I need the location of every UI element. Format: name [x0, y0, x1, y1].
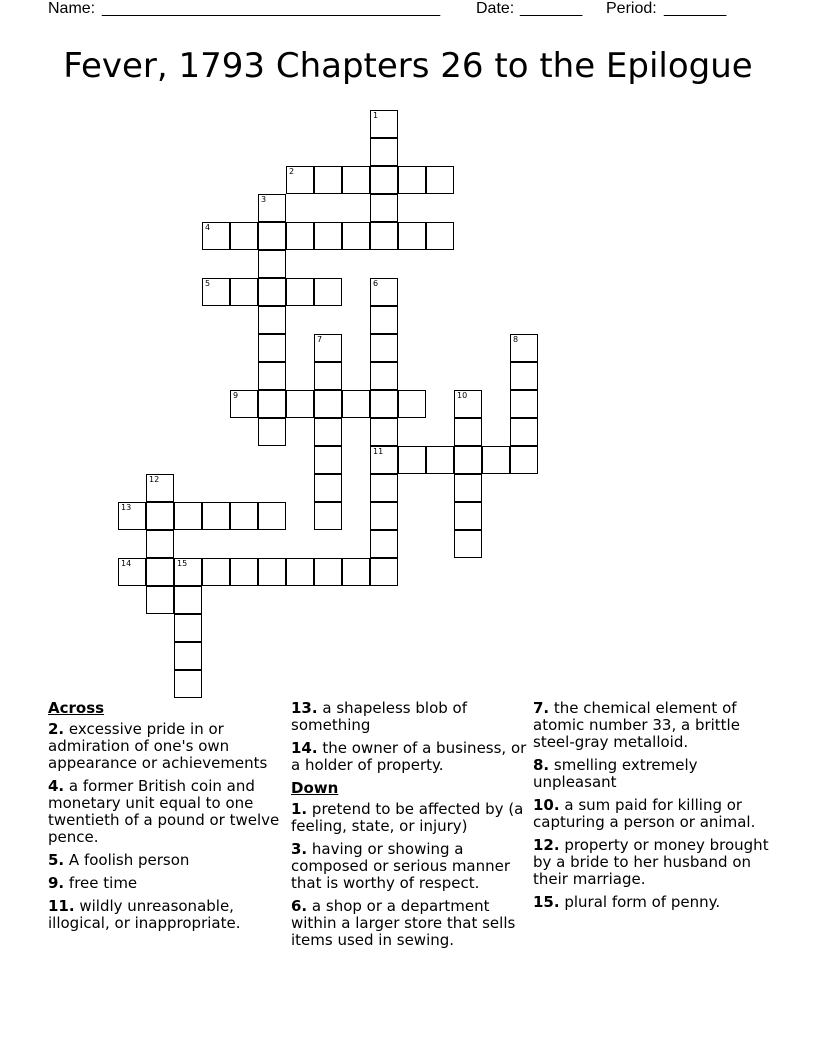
grid-cell[interactable] — [146, 502, 174, 530]
grid-cell[interactable] — [258, 222, 286, 250]
grid-cell[interactable] — [258, 558, 286, 586]
clue-text: A foolish person — [68, 851, 190, 869]
clue-text: having or showing a composed or serious manner that is worthy of respect. — [291, 840, 511, 892]
grid-cell[interactable] — [230, 222, 258, 250]
grid-cell[interactable] — [314, 278, 342, 306]
grid-cell[interactable] — [510, 446, 538, 474]
grid-cell[interactable] — [370, 390, 398, 418]
grid-cell[interactable] — [370, 166, 398, 194]
clue-text: a shapeless blob of something — [291, 699, 467, 734]
grid-cell[interactable] — [174, 642, 202, 670]
grid-cell[interactable] — [454, 446, 482, 474]
grid-cell[interactable] — [398, 222, 426, 250]
clue-text: free time — [68, 874, 138, 892]
grid-cell[interactable] — [118, 502, 146, 530]
clue-across-13 — [291, 700, 527, 734]
cell-number: 14 — [121, 559, 132, 568]
across-heading: Across — [48, 699, 105, 717]
clue-text: the owner of a business, or a holder of property. — [291, 739, 527, 774]
grid-cell[interactable] — [258, 278, 286, 306]
clue-number: 2. — [48, 720, 65, 738]
cell-number: 10 — [457, 391, 468, 400]
grid-cell[interactable] — [510, 390, 538, 418]
grid-cell[interactable] — [174, 558, 202, 586]
clue-text: property or money brought by a bride to her husband on their marriage. — [533, 836, 769, 888]
clue-across-11 — [48, 898, 280, 932]
grid-cell[interactable] — [258, 194, 286, 222]
grid-cell[interactable] — [370, 110, 398, 138]
cell-number: 12 — [149, 475, 160, 484]
grid-cell[interactable] — [398, 390, 426, 418]
grid-cell[interactable] — [146, 586, 174, 614]
clue-text: wildly unreasonable, illogical, or inappropriate. — [48, 897, 241, 932]
grid-cell[interactable] — [230, 390, 258, 418]
grid-cell[interactable] — [314, 362, 342, 390]
clue-down-8 — [533, 757, 773, 791]
grid-cell[interactable] — [370, 530, 398, 558]
clue-number: 1. — [291, 800, 308, 818]
grid-cell[interactable] — [370, 306, 398, 334]
cell-number: 7 — [317, 335, 323, 344]
grid-cell[interactable] — [314, 446, 342, 474]
clue-text: excessive pride in or admiration of one's own appearance or achievements — [48, 720, 268, 772]
grid-cell[interactable] — [202, 222, 230, 250]
grid-cell[interactable] — [258, 390, 286, 418]
grid-cell[interactable] — [314, 390, 342, 418]
clue-number: 14. — [291, 739, 318, 757]
grid-cell[interactable] — [286, 166, 314, 194]
clue-column-1 — [48, 700, 280, 938]
clue-down-6 — [291, 898, 527, 949]
grid-cell[interactable] — [314, 474, 342, 502]
clue-text: plural form of penny. — [564, 893, 721, 911]
clue-number: 13. — [291, 699, 318, 717]
grid-cell[interactable] — [454, 418, 482, 446]
grid-cell[interactable] — [426, 166, 454, 194]
grid-cell[interactable] — [202, 502, 230, 530]
grid-cell[interactable] — [146, 530, 174, 558]
grid-cell[interactable] — [426, 446, 454, 474]
date-label: Date: — [476, 0, 515, 17]
clue-number: 11. — [48, 897, 75, 915]
name-label: Name: — [48, 0, 96, 17]
cell-number: 4 — [205, 223, 211, 232]
grid-cell[interactable] — [286, 558, 314, 586]
grid-cell[interactable] — [370, 502, 398, 530]
grid-cell[interactable] — [370, 138, 398, 166]
grid-cell[interactable] — [258, 306, 286, 334]
grid-cell[interactable] — [342, 222, 370, 250]
grid-cell[interactable] — [454, 502, 482, 530]
grid-cell[interactable] — [230, 558, 258, 586]
cell-number: 5 — [205, 279, 211, 288]
clue-down-3 — [291, 841, 527, 892]
cell-number: 15 — [177, 559, 188, 568]
grid-cell[interactable] — [230, 502, 258, 530]
name-blank[interactable]: ______________________________________ — [102, 0, 441, 17]
clue-number: 12. — [533, 836, 560, 854]
grid-cell[interactable] — [342, 558, 370, 586]
cell-number: 6 — [373, 279, 379, 288]
grid-cell[interactable] — [286, 390, 314, 418]
grid-cell[interactable] — [454, 530, 482, 558]
clue-number: 6. — [291, 897, 308, 915]
grid-cell[interactable] — [370, 474, 398, 502]
grid-cell[interactable] — [454, 390, 482, 418]
grid-cell[interactable] — [314, 418, 342, 446]
date-blank[interactable]: _______ — [520, 0, 583, 17]
cell-number: 11 — [373, 447, 384, 456]
cell-number: 1 — [373, 111, 379, 120]
clue-number: 7. — [533, 699, 550, 717]
grid-cell[interactable] — [314, 502, 342, 530]
grid-cell[interactable] — [314, 166, 342, 194]
grid-cell[interactable] — [258, 334, 286, 362]
grid-cell[interactable] — [118, 558, 146, 586]
grid-cell[interactable] — [202, 278, 230, 306]
grid-cell[interactable] — [370, 362, 398, 390]
page-title: Fever, 1793 Chapters 26 to the Epilogue — [63, 46, 753, 86]
clue-across-4 — [48, 778, 280, 846]
grid-cell[interactable] — [510, 362, 538, 390]
clue-number: 4. — [48, 777, 65, 795]
clue-number: 8. — [533, 756, 550, 774]
grid-cell[interactable] — [258, 502, 286, 530]
grid-cell[interactable] — [370, 446, 398, 474]
grid-cell[interactable] — [426, 222, 454, 250]
clue-down-10 — [533, 797, 773, 831]
grid-cell[interactable] — [370, 558, 398, 586]
grid-cell[interactable] — [174, 502, 202, 530]
clue-number: 3. — [291, 840, 308, 858]
cell-number: 8 — [513, 335, 519, 344]
clue-text: a former British coin and monetary unit equal to one twentieth of a pound or twelve pence. — [48, 777, 280, 846]
grid-cell[interactable] — [174, 670, 202, 698]
clue-across-14 — [291, 740, 527, 774]
grid-cell[interactable] — [510, 418, 538, 446]
clue-text: a sum paid for killing or capturing a person or animal. — [533, 796, 756, 831]
grid-cell[interactable] — [314, 222, 342, 250]
clue-down-1 — [291, 801, 527, 835]
grid-cell[interactable] — [258, 250, 286, 278]
grid-cell[interactable] — [510, 334, 538, 362]
grid-cell[interactable] — [286, 278, 314, 306]
grid-cell[interactable] — [146, 474, 174, 502]
clue-down-7 — [533, 700, 773, 751]
grid-cell[interactable] — [370, 334, 398, 362]
grid-cell[interactable] — [314, 558, 342, 586]
grid-cell[interactable] — [342, 390, 370, 418]
clue-across-5 — [48, 852, 280, 869]
clue-down-15 — [533, 894, 773, 911]
down-heading: Down — [291, 779, 339, 797]
clue-column-2 — [291, 700, 527, 955]
clue-down-12 — [533, 837, 773, 888]
clue-text: smelling extremely unpleasant — [533, 756, 698, 791]
clue-number: 9. — [48, 874, 65, 892]
clue-number: 5. — [48, 851, 65, 869]
period-label: Period: — [606, 0, 657, 17]
clue-text: a shop or a department within a larger store that sells items used in sewing. — [291, 897, 516, 949]
clue-across-2 — [48, 721, 280, 772]
clue-number: 15. — [533, 893, 560, 911]
grid-cell[interactable] — [174, 586, 202, 614]
grid-cell[interactable] — [482, 446, 510, 474]
grid-cell[interactable] — [370, 222, 398, 250]
grid-cell[interactable] — [146, 558, 174, 586]
grid-cell[interactable] — [370, 418, 398, 446]
grid-cell[interactable] — [258, 362, 286, 390]
clue-text: the chemical element of atomic number 33, a brittle steel-gray metalloid. — [533, 699, 740, 751]
grid-cell[interactable] — [286, 222, 314, 250]
grid-cell[interactable] — [398, 446, 426, 474]
clue-across-9 — [48, 875, 280, 892]
clue-number: 10. — [533, 796, 560, 814]
grid-cell[interactable] — [174, 614, 202, 642]
cell-number: 9 — [233, 391, 239, 400]
grid-cell[interactable] — [370, 194, 398, 222]
grid-cell[interactable] — [454, 474, 482, 502]
grid-cell[interactable] — [370, 278, 398, 306]
cell-number: 2 — [289, 167, 295, 176]
grid-cell[interactable] — [202, 558, 230, 586]
grid-cell[interactable] — [342, 166, 370, 194]
cell-number: 13 — [121, 503, 132, 512]
cell-number: 3 — [261, 195, 267, 204]
grid-cell[interactable] — [230, 278, 258, 306]
grid-cell[interactable] — [314, 334, 342, 362]
grid-cell[interactable] — [398, 166, 426, 194]
grid-cell[interactable] — [258, 418, 286, 446]
period-blank[interactable]: _______ — [664, 0, 727, 17]
clue-text: pretend to be affected by (a feeling, state, or injury) — [291, 800, 524, 835]
clue-column-3 — [533, 700, 773, 917]
